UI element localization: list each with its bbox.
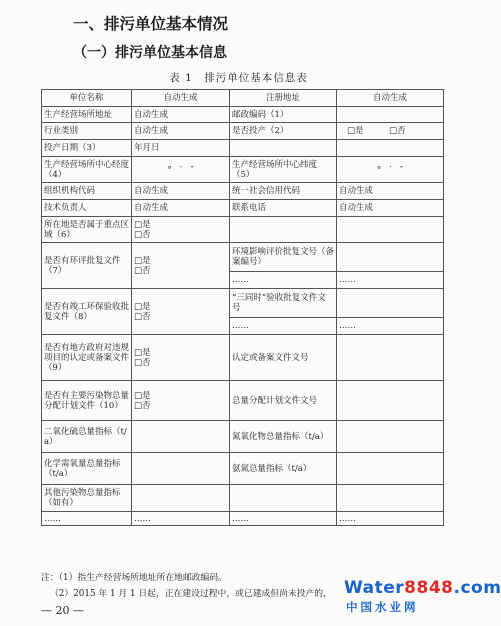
table-row bbox=[42, 90, 444, 107]
checkbox-cell[interactable] bbox=[132, 217, 230, 243]
no-checkbox[interactable]: □否 bbox=[134, 357, 151, 368]
table-row bbox=[42, 289, 444, 318]
value-cell bbox=[337, 107, 444, 123]
header-cell: 单位名称 bbox=[42, 90, 132, 107]
table-row bbox=[42, 140, 444, 157]
label-cell: 是否有地方政府对违规项目的认定或备案文件（9） bbox=[42, 335, 132, 381]
value-cell: ° ′ ″ bbox=[337, 157, 444, 183]
yes-checkbox[interactable]: □是 bbox=[134, 347, 151, 358]
label-cell: 是否有竣工环保验收批复文件（8） bbox=[42, 289, 132, 335]
label-cell: 投产日期（3） bbox=[42, 140, 132, 157]
yes-checkbox[interactable]: □是 bbox=[134, 219, 151, 230]
label-cell: 生产经营场所中心经度（4） bbox=[42, 157, 132, 183]
value-cell: 自动生成 bbox=[132, 107, 230, 123]
section-title: 一、排污单位基本情况 bbox=[73, 15, 229, 33]
value-cell bbox=[132, 453, 230, 485]
value-cell bbox=[337, 335, 444, 381]
header-cell: 自动生成 bbox=[337, 90, 444, 107]
table-row bbox=[42, 381, 444, 421]
value-cell: 自动生成 bbox=[337, 183, 444, 200]
footnote-2: （2）2015 年 1 月 1 日起，正在建设过程中，或已建成但尚未投产的， bbox=[50, 589, 332, 599]
table-row bbox=[42, 243, 444, 272]
label-cell: 总量分配计划文件文号 bbox=[230, 381, 337, 421]
subsection-title: （一）排污单位基本信息 bbox=[73, 45, 227, 61]
label-cell: 化学需氧量总量指标（t/a） bbox=[42, 453, 132, 485]
label-cell: 二氧化硫总量指标（t/a） bbox=[42, 421, 132, 453]
ellipsis-cell: …… bbox=[337, 272, 444, 289]
label-cell: 所在地是否属于重点区域（6） bbox=[42, 217, 132, 243]
table-row bbox=[42, 157, 444, 183]
table-row bbox=[42, 200, 444, 217]
value-cell bbox=[337, 140, 444, 157]
value-cell: 自动生成 bbox=[132, 183, 230, 200]
value-cell: 自动生成 bbox=[337, 200, 444, 217]
value-cell bbox=[230, 485, 337, 512]
value-cell bbox=[337, 217, 444, 243]
value-cell bbox=[337, 485, 444, 512]
no-checkbox[interactable]: □否 bbox=[134, 311, 151, 322]
label-cell: 环境影响评价批复文号（备案编号） bbox=[230, 243, 337, 272]
table-row bbox=[42, 485, 444, 512]
checkbox-cell[interactable] bbox=[132, 335, 230, 381]
value-cell: 自动生成 bbox=[132, 123, 230, 140]
label-cell: “三同时”验收批复文件文号 bbox=[230, 289, 337, 318]
ellipsis-cell: …… bbox=[42, 512, 132, 526]
ellipsis-cell: …… bbox=[337, 512, 444, 526]
ellipsis-cell: …… bbox=[230, 272, 337, 289]
ellipsis-cell: …… bbox=[230, 512, 337, 526]
ellipsis-cell: …… bbox=[230, 318, 337, 335]
value-cell bbox=[337, 421, 444, 453]
footnote-1: 注：（1）指生产经营场所地址所在地邮政编码。 bbox=[41, 573, 227, 583]
label-cell: 其他污染物总量指标（如有） bbox=[42, 485, 132, 512]
yes-checkbox[interactable]: □是 bbox=[134, 390, 151, 401]
label-cell: 生产经营场所中心纬度（5） bbox=[230, 157, 337, 183]
no-checkbox[interactable]: □否 bbox=[134, 265, 151, 276]
value-cell bbox=[337, 243, 444, 272]
checkbox-cell[interactable] bbox=[132, 289, 230, 335]
value-cell bbox=[230, 217, 337, 243]
value-cell bbox=[132, 485, 230, 512]
label-cell: 是否有主要污染物总量分配计划文件（10） bbox=[42, 381, 132, 421]
header-cell: 自动生成 bbox=[132, 90, 230, 107]
label-cell: 行业类别 bbox=[42, 123, 132, 140]
label-cell bbox=[230, 140, 337, 157]
label-cell: 统一社会信用代码 bbox=[230, 183, 337, 200]
value-cell: 年月日 bbox=[132, 140, 230, 157]
watermark-title bbox=[344, 578, 501, 598]
production-checkbox-cell[interactable]: □是 □否 bbox=[337, 123, 444, 140]
label-cell: 是否投产（2） bbox=[230, 123, 337, 140]
label-cell: 是否有环评批复文件（7） bbox=[42, 243, 132, 289]
value-cell bbox=[337, 453, 444, 485]
watermark-subtitle: 中国水业网 bbox=[346, 600, 419, 614]
watermark-suffix: .com bbox=[453, 578, 501, 598]
label-cell: 邮政编码（1） bbox=[230, 107, 337, 123]
no-checkbox[interactable]: □否 bbox=[134, 229, 151, 240]
value-cell bbox=[337, 289, 444, 318]
page-number: — 20 — bbox=[41, 604, 84, 617]
label-cell: 认定或备案文件文号 bbox=[230, 335, 337, 381]
table-row bbox=[42, 421, 444, 453]
header-cell: 注册地址 bbox=[230, 90, 337, 107]
watermark-logo bbox=[344, 578, 501, 618]
checkbox-cell[interactable] bbox=[132, 381, 230, 421]
table-row bbox=[42, 512, 444, 526]
value-cell bbox=[132, 421, 230, 453]
ellipsis-cell: …… bbox=[132, 512, 230, 526]
label-cell: 组织机构代码 bbox=[42, 183, 132, 200]
value-cell: ° ′ ″ bbox=[132, 157, 230, 183]
no-checkbox[interactable]: □否 bbox=[134, 400, 151, 411]
value-cell bbox=[337, 381, 444, 421]
ellipsis-cell: …… bbox=[337, 318, 444, 335]
table-row bbox=[42, 453, 444, 485]
watermark-part2: 8848 bbox=[404, 578, 454, 598]
label-cell: 技术负责人 bbox=[42, 200, 132, 217]
basic-info-table bbox=[41, 89, 444, 526]
yes-checkbox[interactable]: □是 bbox=[134, 255, 151, 266]
label-cell: 生产经营场所地址 bbox=[42, 107, 132, 123]
table-row bbox=[42, 335, 444, 381]
label-cell: 氮氧化物总量指标（t/a） bbox=[230, 421, 337, 453]
checkbox-cell[interactable] bbox=[132, 243, 230, 289]
label-cell: 联系电话 bbox=[230, 200, 337, 217]
table-caption: 表 1 排污单位基本信息表 bbox=[169, 72, 308, 84]
label-cell: 氨氮总量指标（t/a） bbox=[230, 453, 337, 485]
table-row bbox=[42, 183, 444, 200]
table-row bbox=[42, 123, 444, 140]
value-cell: 自动生成 bbox=[132, 200, 230, 217]
yes-checkbox[interactable]: □是 bbox=[134, 301, 151, 312]
watermark-part1: Water bbox=[344, 578, 405, 598]
table-row bbox=[42, 217, 444, 243]
table-row bbox=[42, 107, 444, 123]
